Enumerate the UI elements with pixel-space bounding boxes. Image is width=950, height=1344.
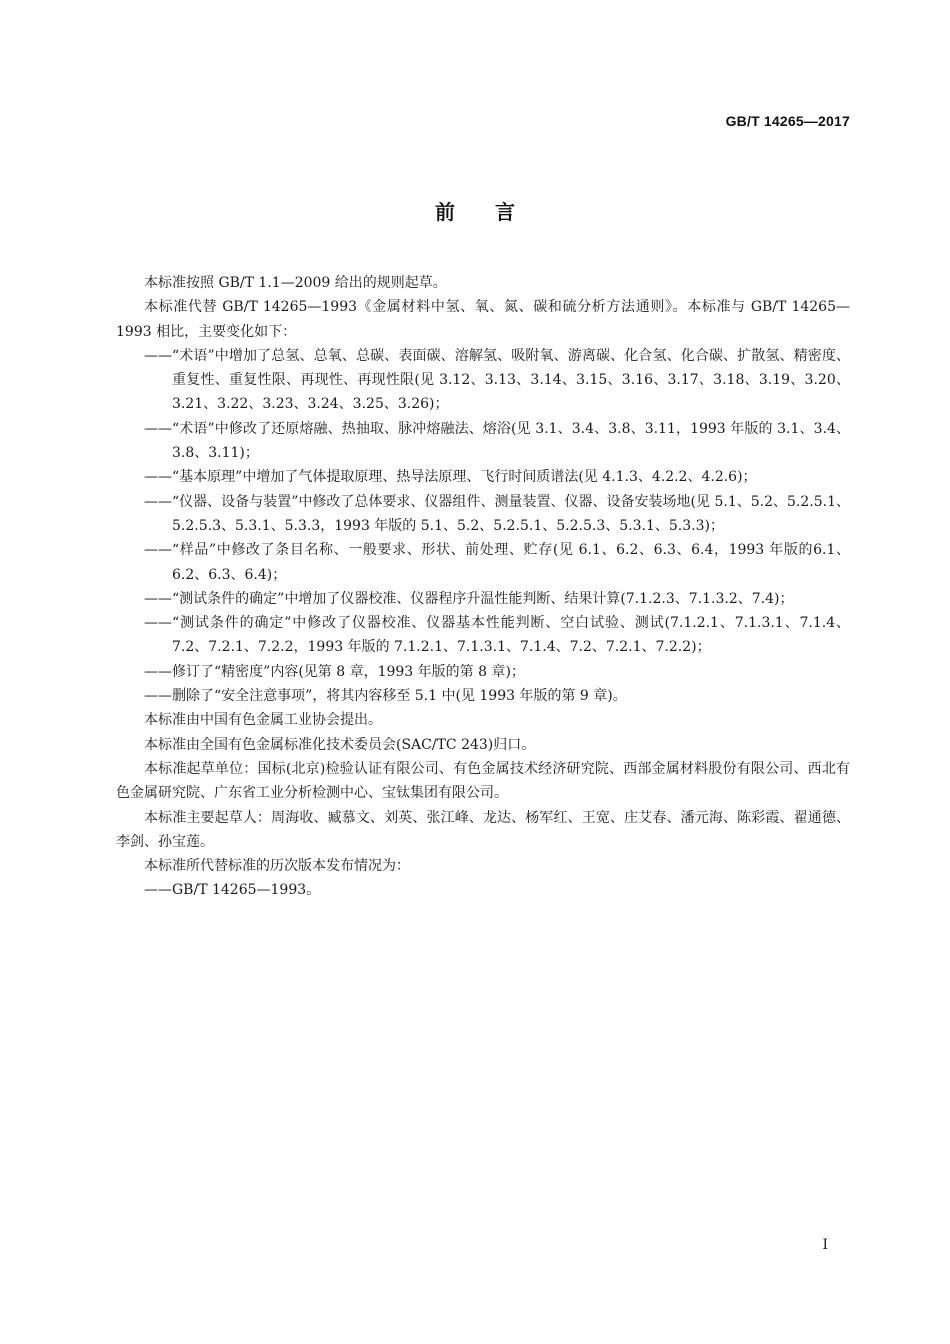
change-item: ——“测试条件的确定”中增加了仪器校准、仪器程序升温性能判断、结果计算(7.1.2.3、7.1.3.2、7.4)；: [144, 590, 794, 607]
change-item: ——“样品”中修改了条目名称、一般要求、形状、前处理、贮存(见 6.1、6.2、6.3、6.4，1993 年版的6.1、6.2、6.3、6.4)；: [144, 542, 850, 583]
paragraph-committee: 本标准由全国有色金属标准化技术委员会(SAC/TC 243)归口。: [144, 736, 536, 753]
change-item: ——删除了“安全注意事项”，将其内容移至 5.1 中(见 1993 年版的第 9 章)。: [144, 688, 627, 705]
standard-code: GB/T 14265—2017: [725, 113, 850, 129]
change-item: ——“测试条件的确定”中修改了仪器校准、仪器基本性能判断、空白试验、测试(7.1.2.1、7.1.3.1、7.1.4、7.2、7.2.1、7.2.2，1993 年版的 7.1.2.1、7.1.3.1、7.1.4、7.2、7.2.1、7.2.2)；: [144, 615, 850, 656]
document-body: [116, 271, 850, 903]
paragraph-history-intro: 本标准所代替标准的历次版本发布情况为：: [144, 858, 410, 875]
page-number: I: [822, 1237, 828, 1253]
paragraph-drafting-units: 本标准起草单位：国标(北京)检验认证有限公司、有色金属技术经济研究院、西部金属材料股份有限公司、西北有色金属研究院、广东省工业分析检测中心、宝钛集团有限公司。: [116, 760, 850, 802]
change-item: ——“术语”中修改了还原熔融、热抽取、脉冲熔融法、熔浴(见 3.1、3.4、3.8、3.11，1993 年版的 3.1、3.4、3.8、3.11)；: [144, 420, 850, 462]
paragraph-replacement: 本标准代替 GB/T 14265—1993《金属材料中氢、氧、氮、碳和硫分析方法通则》。本标准与 GB/T 14265—1993 相比，主要变化如下：: [116, 299, 850, 340]
paragraph-drafting-rules: 本标准按照 GB/T 1.1—2009 给出的规则起草。: [144, 275, 447, 291]
paragraph-proposer: 本标准由中国有色金属工业协会提出。: [144, 712, 382, 729]
paragraph-drafters: 本标准主要起草人：周海收、臧慕文、刘英、张江峰、龙达、杨军红、王宽、庄艾春、潘元海、陈彩霞、翟通德、李剑、孙宝莲。: [116, 809, 850, 850]
change-item: ——修订了“精密度”内容(见第 8 章，1993 年版的第 8 章)；: [144, 663, 525, 680]
change-item: ——“术语”中增加了总氢、总氧、总碳、表面碳、溶解氢、吸附氧、游离碳、化合氢、化合碳、扩散氢、精密度、重复性、重复性限、再现性、再现性限(见 3.12、3.13、3.14、3.15、3.16、3.17、3.18、3.19、3.20、3.21、3.22、3.23、3.24、3.25、3.26)；: [144, 347, 850, 413]
change-item: ——“基本原理”中增加了气体提取原理、热导法原理、飞行时间质谱法(见 4.1.3、4.2.2、4.2.6)；: [144, 469, 757, 486]
history-item: ——GB/T 14265—1993。: [144, 882, 321, 899]
change-item: ——“仪器、设备与装置”中修改了总体要求、仪器组件、测量装置、仪器、设备安装场地(见 5.1、5.2、5.2.5.1、5.2.5.3、5.3.1、5.3.3，1993 年版的 5.1、5.2、5.2.5.1、5.2.5.3、5.3.1、5.3.3)；: [144, 493, 850, 534]
page-title: 前言: [435, 200, 555, 224]
